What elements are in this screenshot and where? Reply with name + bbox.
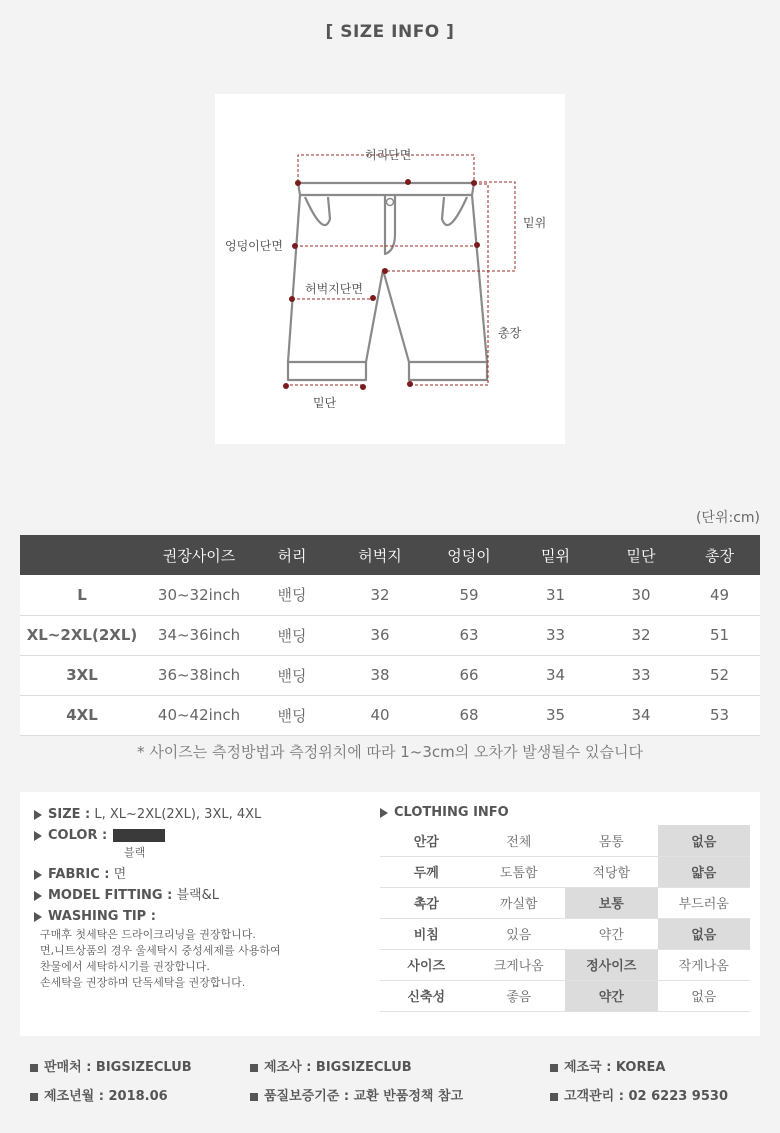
table-cell: 32	[603, 615, 679, 655]
clothing-info-row	[380, 825, 750, 856]
model-value: 블랙&L	[176, 888, 219, 903]
clothing-info-key: 촉감	[380, 887, 473, 918]
table-cell: 51	[679, 615, 760, 655]
clothing-info-option: 크게나옴	[473, 949, 566, 980]
pants-size-diagram	[215, 94, 565, 444]
model-row	[34, 885, 374, 906]
clothing-info-row	[380, 918, 750, 949]
footer-seller-text: 판매처 : BIGSIZECLUB	[44, 1060, 192, 1075]
table-cell: 33	[508, 615, 603, 655]
table-cell: 68	[430, 695, 508, 735]
footer-maker	[250, 1056, 412, 1075]
length-label: 총장	[498, 326, 522, 340]
rise-label: 밑위	[523, 216, 547, 230]
clothing-info-table	[380, 825, 750, 1012]
table-row	[20, 575, 760, 615]
square-bullet-icon	[30, 1093, 38, 1101]
washing-line: 찬물에서 세탁하시기를 권장합니다.	[40, 960, 210, 973]
size-cell: XL~2XL(2XL)	[20, 615, 144, 655]
washing-line: 면,니트상품의 경우 울세탁시 중성세제를 사용하여	[40, 944, 281, 957]
table-cell: 30~32inch	[144, 575, 254, 615]
clothing-info-option: 좋음	[473, 980, 566, 1011]
clothing-info-option: 약간	[565, 918, 658, 949]
header-size	[20, 535, 144, 575]
footer-country-text: 제조국 : KOREA	[564, 1060, 666, 1075]
header-waist: 허리	[254, 535, 330, 575]
clothing-info-option: 전체	[473, 825, 566, 856]
clothing-info-option: 적당함	[565, 856, 658, 887]
header-hem: 밑단	[603, 535, 679, 575]
clothing-info-option: 있음	[473, 918, 566, 949]
clothing-info-option: 까실함	[473, 887, 566, 918]
clothing-info-option-selected: 없음	[658, 825, 751, 856]
clothing-info-option-selected: 없음	[658, 918, 751, 949]
clothing-info-title	[380, 804, 750, 822]
table-cell: 밴딩	[254, 575, 330, 615]
size-note: * 사이즈는 측정방법과 측정위치에 따라 1~3cm의 오차가 발생될수 있습니다	[137, 743, 643, 761]
table-cell: 밴딩	[254, 655, 330, 695]
clothing-info-key: 안감	[380, 825, 473, 856]
clothing-info-option: 몸통	[565, 825, 658, 856]
table-cell: 32	[330, 575, 430, 615]
table-row	[20, 695, 760, 735]
table-cell: 66	[430, 655, 508, 695]
waist-label: 허리단면	[365, 148, 412, 162]
clothing-info-option-selected: 약간	[565, 980, 658, 1011]
table-cell: 30	[603, 575, 679, 615]
table-cell: 59	[430, 575, 508, 615]
washing-line: 구매후 첫세탁은 드라이크리닝을 권장합니다.	[40, 928, 256, 941]
size-cell: 3XL	[20, 655, 144, 695]
model-label: MODEL FITTING :	[48, 888, 173, 903]
size-row	[34, 804, 374, 825]
clothing-info-key: 두께	[380, 856, 473, 887]
clothing-info-option-selected: 정사이즈	[565, 949, 658, 980]
pants-illustration	[215, 94, 565, 444]
clothing-info-option-selected: 보통	[565, 887, 658, 918]
table-row	[20, 655, 760, 695]
clothing-info-key: 신축성	[380, 980, 473, 1011]
table-cell: 34	[508, 655, 603, 695]
clothing-info-key: 사이즈	[380, 949, 473, 980]
footer-maker-text: 제조사 : BIGSIZECLUB	[264, 1060, 412, 1075]
page-title: [ SIZE INFO ]	[325, 22, 455, 42]
table-cell: 63	[430, 615, 508, 655]
footer-country	[550, 1056, 665, 1075]
footer-warranty-text: 품질보증기준 : 교환 반품정책 참고	[264, 1089, 464, 1104]
triangle-bullet-icon	[34, 891, 42, 901]
product-details	[34, 804, 374, 991]
size-label: SIZE :	[48, 807, 91, 822]
footer-warranty	[250, 1085, 463, 1104]
table-cell: 38	[330, 655, 430, 695]
clothing-info-option: 부드러움	[658, 887, 751, 918]
square-bullet-icon	[30, 1064, 38, 1072]
clothing-info-title-text: CLOTHING INFO	[394, 805, 509, 820]
size-cell: 4XL	[20, 695, 144, 735]
hem-label: 밑단	[313, 396, 337, 410]
clothing-info-key: 비침	[380, 918, 473, 949]
size-cell: L	[20, 575, 144, 615]
size-table	[20, 535, 760, 736]
washing-label: WASHING TIP :	[48, 909, 156, 924]
footer-service-text: 고객관리 : 02 6223 9530	[564, 1089, 728, 1104]
square-bullet-icon	[250, 1064, 258, 1072]
clothing-info-row	[380, 949, 750, 980]
clothing-info-row	[380, 980, 750, 1011]
color-name: 블랙	[124, 846, 146, 859]
washing-row	[34, 906, 374, 927]
triangle-bullet-icon	[34, 831, 42, 841]
product-info-box	[20, 792, 760, 1036]
color-swatch	[113, 829, 165, 842]
footer-date-text: 제조년월 : 2018.06	[44, 1089, 168, 1104]
fabric-value: 면	[113, 867, 127, 882]
triangle-bullet-icon	[34, 912, 42, 922]
table-cell: 35	[508, 695, 603, 735]
footer-date	[30, 1085, 168, 1104]
table-cell: 53	[679, 695, 760, 735]
header-recommended: 권장사이즈	[144, 535, 254, 575]
table-cell: 밴딩	[254, 695, 330, 735]
table-cell: 52	[679, 655, 760, 695]
clothing-info	[380, 804, 750, 1012]
table-cell: 49	[679, 575, 760, 615]
color-row	[34, 825, 374, 846]
hip-label: 엉덩이단면	[225, 239, 283, 253]
thigh-label: 허벅지단면	[305, 282, 363, 296]
header-thigh: 허벅지	[330, 535, 430, 575]
header-length: 총장	[679, 535, 760, 575]
fabric-row	[34, 864, 374, 885]
table-cell: 33	[603, 655, 679, 695]
triangle-bullet-icon	[34, 810, 42, 820]
footer-service	[550, 1085, 728, 1104]
unit-label: (단위:cm)	[695, 510, 760, 526]
square-bullet-icon	[550, 1093, 558, 1101]
table-cell: 31	[508, 575, 603, 615]
triangle-bullet-icon	[34, 870, 42, 880]
table-row	[20, 615, 760, 655]
clothing-info-option: 없음	[658, 980, 751, 1011]
triangle-bullet-icon	[380, 808, 388, 818]
clothing-info-option: 작게나옴	[658, 949, 751, 980]
table-cell: 36~38inch	[144, 655, 254, 695]
size-value: L, XL~2XL(2XL), 3XL, 4XL	[94, 807, 262, 822]
table-cell: 34~36inch	[144, 615, 254, 655]
fabric-label: FABRIC :	[48, 867, 110, 882]
washing-line: 손세탁을 권장하며 단독세탁을 권장합니다.	[40, 976, 246, 989]
clothing-info-option-selected: 얇음	[658, 856, 751, 887]
table-cell: 40	[330, 695, 430, 735]
square-bullet-icon	[250, 1093, 258, 1101]
square-bullet-icon	[550, 1064, 558, 1072]
table-cell: 40~42inch	[144, 695, 254, 735]
color-label: COLOR :	[48, 828, 108, 843]
clothing-info-row	[380, 887, 750, 918]
header-rise: 밑위	[508, 535, 603, 575]
header-hip: 엉덩이	[430, 535, 508, 575]
table-cell: 밴딩	[254, 615, 330, 655]
clothing-info-row	[380, 856, 750, 887]
table-cell: 36	[330, 615, 430, 655]
table-cell: 34	[603, 695, 679, 735]
clothing-info-option: 도톰함	[473, 856, 566, 887]
footer-seller	[30, 1056, 192, 1075]
size-table-header	[20, 535, 760, 575]
